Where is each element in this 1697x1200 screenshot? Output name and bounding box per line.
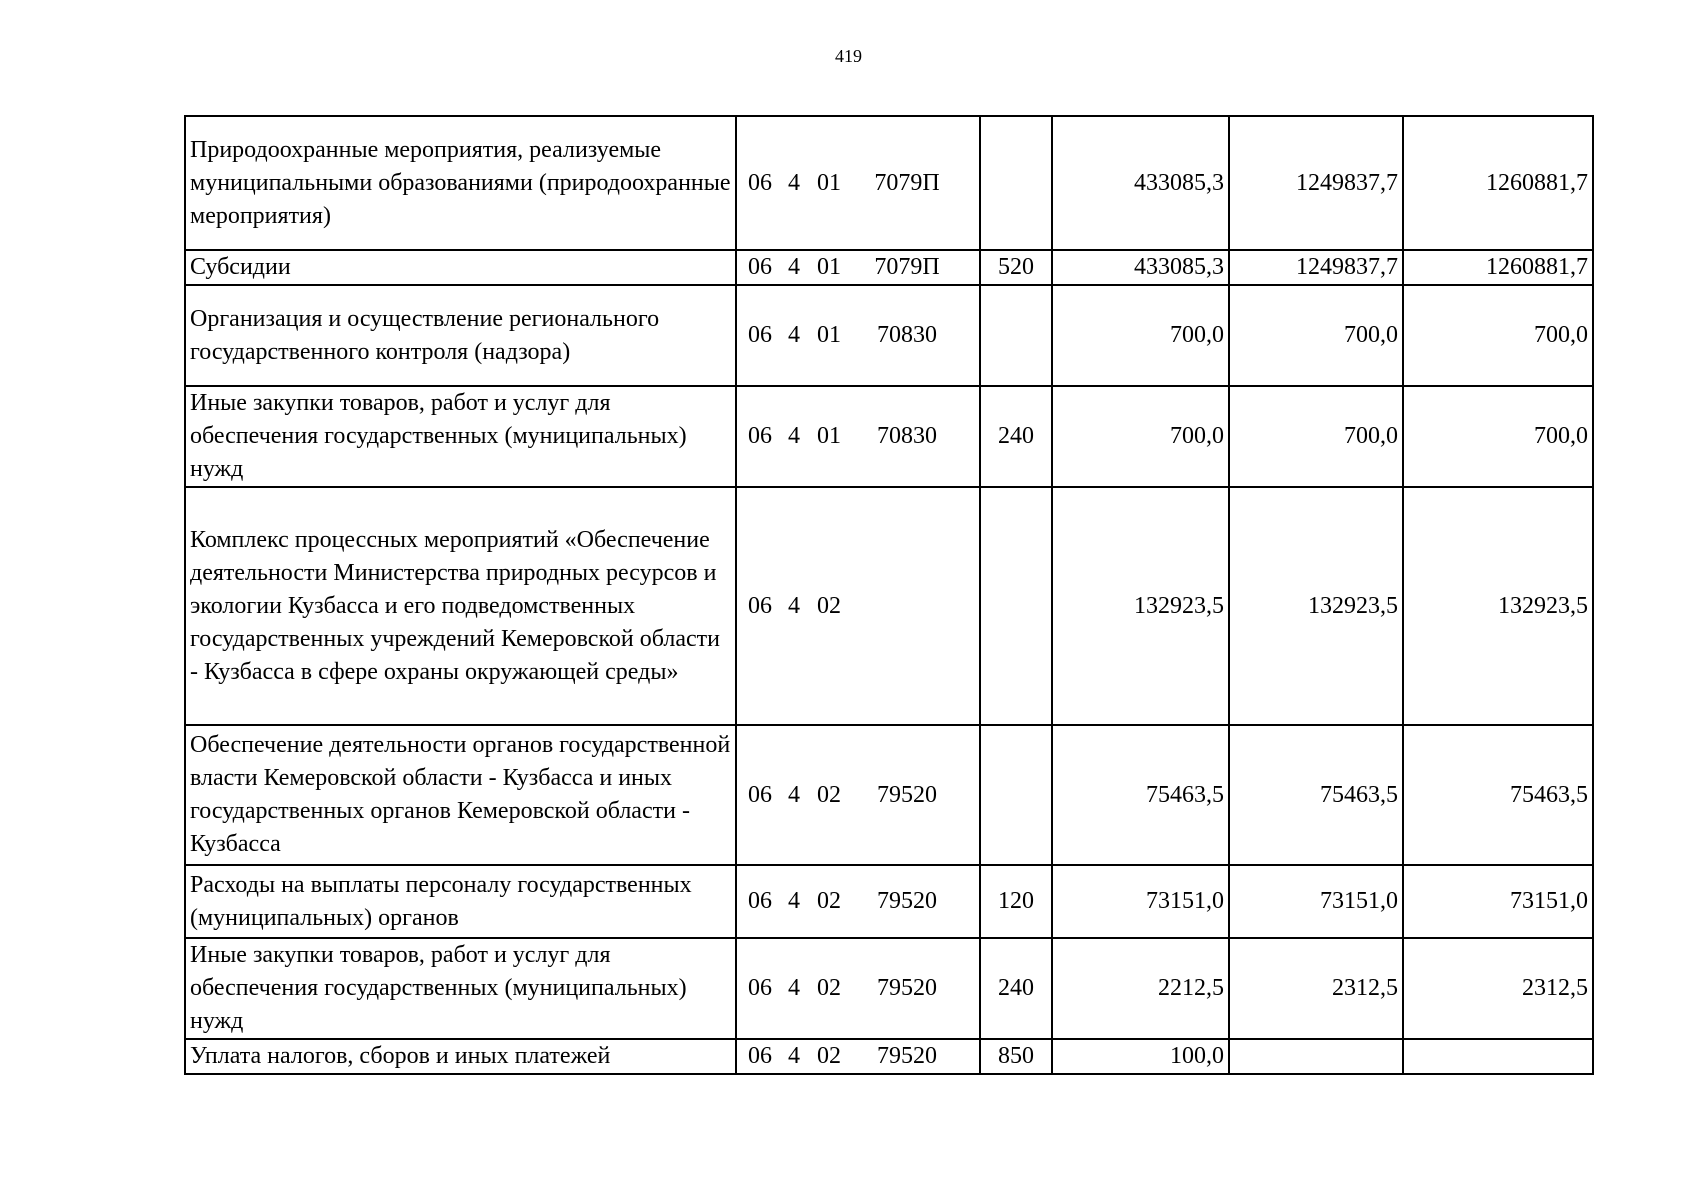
- direction-code: 70830: [877, 322, 937, 348]
- row-name: Организация и осуществление регионального государственного контроля (надзора): [185, 285, 736, 386]
- amount-year-3: 2312,5: [1403, 938, 1593, 1039]
- table-row: [185, 285, 1593, 386]
- classification-code: [736, 938, 980, 1039]
- amount-year-3: 75463,5: [1403, 725, 1593, 865]
- amount-year-3: 132923,5: [1403, 487, 1593, 725]
- program-code: 4: [788, 781, 800, 808]
- table-row: [185, 938, 1593, 1039]
- expense-type-code: 240: [980, 938, 1052, 1039]
- amount-year-3: 700,0: [1403, 386, 1593, 487]
- row-name: Иные закупки товаров, работ и услуг для обеспечения государственных (муниципальных) нужд: [185, 386, 736, 487]
- amount-year-2: 700,0: [1229, 285, 1403, 386]
- program-code: 4: [788, 888, 800, 914]
- classification-code: [736, 285, 980, 386]
- subprogram-code: 02: [817, 592, 841, 619]
- amount-year-1: 2212,5: [1052, 938, 1229, 1039]
- expense-type-code: 850: [980, 1039, 1052, 1074]
- program-code: 4: [788, 169, 800, 196]
- table-row: [185, 487, 1593, 725]
- expense-type-code: [980, 285, 1052, 386]
- amount-year-2: 1249837,7: [1229, 250, 1403, 285]
- amount-year-1: 433085,3: [1052, 116, 1229, 250]
- budget-table: [184, 115, 1594, 1075]
- expense-type-code: 240: [980, 386, 1052, 487]
- amount-year-1: 433085,3: [1052, 250, 1229, 285]
- subprogram-code: 01: [817, 254, 841, 280]
- subprogram-code: 01: [817, 322, 841, 348]
- expense-type-code: [980, 725, 1052, 865]
- section-code: 06: [748, 888, 772, 914]
- subprogram-code: 02: [817, 1043, 841, 1069]
- amount-year-2: 1249837,7: [1229, 116, 1403, 250]
- amount-year-3: [1403, 1039, 1593, 1074]
- row-name: Природоохранные мероприятия, реализуемые муниципальными образованиями (природоохранные мероприятия): [185, 116, 736, 250]
- amount-year-1: 700,0: [1052, 285, 1229, 386]
- direction-code: 70830: [877, 423, 937, 449]
- direction-code: 7079П: [874, 254, 940, 280]
- classification-code: [736, 865, 980, 938]
- amount-year-2: 132923,5: [1229, 487, 1403, 725]
- program-code: 4: [788, 592, 800, 619]
- classification-code: [736, 725, 980, 865]
- classification-code: [736, 116, 980, 250]
- amount-year-1: 700,0: [1052, 386, 1229, 487]
- amount-year-2: 2312,5: [1229, 938, 1403, 1039]
- subprogram-code: 02: [817, 888, 841, 914]
- program-code: 4: [788, 1043, 800, 1069]
- table-row: [185, 250, 1593, 285]
- table-row: [185, 865, 1593, 938]
- row-name: Обеспечение деятельности органов государственной власти Кемеровской области - Кузбасса и иных государственных органов Кемеровской области - Кузбасса: [185, 725, 736, 865]
- subprogram-code: 01: [817, 423, 841, 449]
- amount-year-3: 1260881,7: [1403, 116, 1593, 250]
- amount-year-2: [1229, 1039, 1403, 1074]
- expense-type-code: 120: [980, 865, 1052, 938]
- subprogram-code: 02: [817, 781, 841, 808]
- section-code: 06: [748, 592, 772, 619]
- amount-year-3: 1260881,7: [1403, 250, 1593, 285]
- direction-code: 79520: [877, 888, 937, 914]
- expense-type-code: 520: [980, 250, 1052, 285]
- program-code: 4: [788, 322, 800, 348]
- section-code: 06: [748, 423, 772, 449]
- program-code: 4: [788, 254, 800, 280]
- amount-year-2: 75463,5: [1229, 725, 1403, 865]
- program-code: 4: [788, 975, 800, 1001]
- table-row: [185, 386, 1593, 487]
- amount-year-1: 132923,5: [1052, 487, 1229, 725]
- section-code: 06: [748, 1043, 772, 1069]
- section-code: 06: [748, 781, 772, 808]
- table-row: [185, 1039, 1593, 1074]
- row-name: Комплекс процессных мероприятий «Обеспечение деятельности Министерства природных ресурсов и экологии Кузбасса и его подведомственных государственных учреждений Кемеровской области - Кузбасса в сфере охраны окружающей среды»: [185, 487, 736, 725]
- amount-year-1: 75463,5: [1052, 725, 1229, 865]
- amount-year-1: 100,0: [1052, 1039, 1229, 1074]
- section-code: 06: [748, 975, 772, 1001]
- row-name: Уплата налогов, сборов и иных платежей: [185, 1039, 736, 1074]
- classification-code: [736, 386, 980, 487]
- row-name: Иные закупки товаров, работ и услуг для обеспечения государственных (муниципальных) нужд: [185, 938, 736, 1039]
- section-code: 06: [748, 254, 772, 280]
- amount-year-2: 700,0: [1229, 386, 1403, 487]
- subprogram-code: 02: [817, 975, 841, 1001]
- amount-year-3: 73151,0: [1403, 865, 1593, 938]
- classification-code: [736, 487, 980, 725]
- section-code: 06: [748, 169, 772, 196]
- classification-code: [736, 1039, 980, 1074]
- amount-year-2: 73151,0: [1229, 865, 1403, 938]
- classification-code: [736, 250, 980, 285]
- section-code: 06: [748, 322, 772, 348]
- amount-year-1: 73151,0: [1052, 865, 1229, 938]
- row-name: Расходы на выплаты персоналу государственных (муниципальных) органов: [185, 865, 736, 938]
- direction-code: 79520: [877, 1043, 937, 1069]
- program-code: 4: [788, 423, 800, 449]
- subprogram-code: 01: [817, 169, 841, 196]
- table-row: [185, 116, 1593, 250]
- page-number: 419: [835, 46, 862, 66]
- table-row: [185, 725, 1593, 865]
- row-name: Субсидии: [185, 250, 736, 285]
- expense-type-code: [980, 487, 1052, 725]
- amount-year-3: 700,0: [1403, 285, 1593, 386]
- direction-code: 7079П: [874, 169, 940, 196]
- expense-type-code: [980, 116, 1052, 250]
- direction-code: 79520: [877, 975, 937, 1001]
- direction-code: 79520: [877, 781, 937, 808]
